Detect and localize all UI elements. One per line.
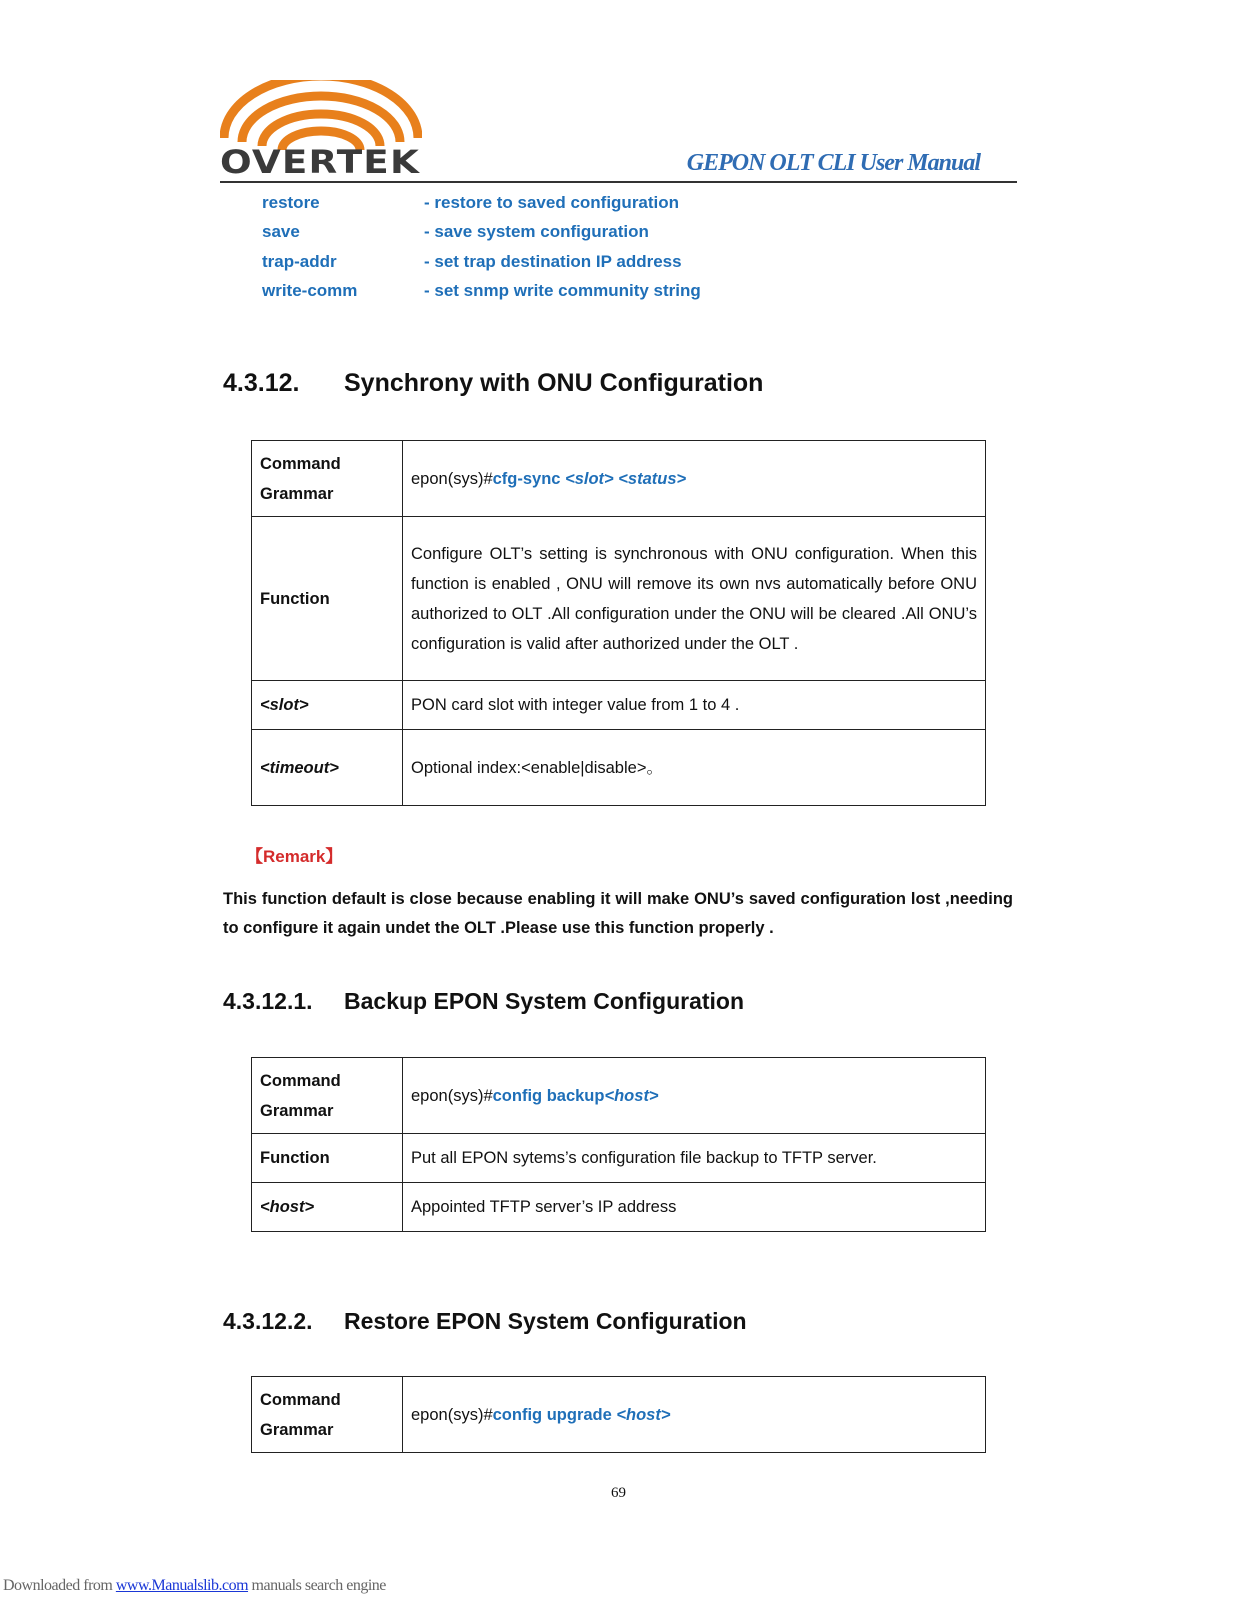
command-name: write-comm <box>262 281 358 301</box>
table-row <box>252 1134 986 1183</box>
grammar-value: epon(sys)#config backup<host> <box>403 1058 986 1134</box>
subsection-heading <box>223 1308 747 1335</box>
table-row <box>252 1183 986 1232</box>
section-number: 4.3.12. <box>223 369 300 397</box>
grammar-label: Command Grammar <box>252 1058 403 1134</box>
command-table-config-upgrade <box>251 1376 986 1453</box>
function-label: Function <box>252 517 403 681</box>
command-desc: - set trap destination IP address <box>424 251 682 271</box>
section-number: 4.3.12.2. <box>223 1308 313 1334</box>
table-row <box>252 1058 986 1134</box>
footer <box>3 1577 386 1595</box>
command-name: trap-addr <box>262 251 337 271</box>
grammar-label: Command Grammar <box>252 441 403 517</box>
remark-label: 【Remark】 <box>246 847 343 866</box>
function-label: Function <box>252 1134 403 1183</box>
section-title: Restore EPON System Configuration <box>344 1308 747 1334</box>
overtek-logo <box>220 80 422 180</box>
section-title: Synchrony with ONU Configuration <box>344 369 764 397</box>
function-text: Put all EPON sytems’s configuration file backup to TFTP server. <box>403 1134 986 1183</box>
command-table-cfg-sync <box>251 440 986 806</box>
grammar-value: epon(sys)#config upgrade <host> <box>403 1377 986 1453</box>
table-row <box>252 1377 986 1453</box>
section-title: Backup EPON System Configuration <box>344 988 745 1014</box>
list-item <box>262 218 701 248</box>
section-heading <box>223 369 763 398</box>
remark-text: This function default is close because enabling it will make ONU’s saved configuration lost ,needing to configure it again undet the OLT .Please use this function properly . <box>223 890 1013 937</box>
document-title: GEPON OLT CLI User Manual <box>686 150 980 176</box>
footer-prefix: Downloaded from <box>3 1577 116 1594</box>
param-text-slot: PON card slot with integer value from 1 to 4 . <box>403 681 986 730</box>
command-desc: - restore to saved configuration <box>424 192 680 212</box>
table-row <box>252 730 986 806</box>
table-row <box>252 517 986 681</box>
param-label-host: <host> <box>252 1183 403 1232</box>
command-table-config-backup <box>251 1057 986 1232</box>
command-name: save <box>262 222 300 242</box>
param-text-host: Appointed TFTP server’s IP address <box>403 1183 986 1232</box>
table-row <box>252 441 986 517</box>
param-label-slot: <slot> <box>252 681 403 730</box>
list-item <box>262 247 701 277</box>
manualslib-link[interactable]: www.Manualslib.com <box>115 1577 249 1594</box>
command-name: restore <box>262 192 320 212</box>
header-rule <box>220 181 1017 183</box>
list-item <box>262 188 701 218</box>
param-label-timeout: <timeout> <box>252 730 403 806</box>
grammar-value: epon(sys)#cfg-sync <slot> <status> <box>403 441 986 517</box>
command-desc: - set snmp write community string <box>424 281 701 301</box>
table-row <box>252 681 986 730</box>
command-desc: - save system configuration <box>424 222 649 242</box>
grammar-label: Command Grammar <box>252 1377 403 1453</box>
param-text-timeout: Optional index:<enable|disable>。 <box>403 730 986 806</box>
list-item <box>262 277 701 307</box>
page-number: 69 <box>611 1485 626 1501</box>
function-text: Configure OLT’s setting is synchronous with ONU configuration. When this function is enabled , ONU will remove its own nvs automatically before ONU authorized to OLT .All configuration under the ONU will be cleared .All ONU’s configuration is valid after authorized under the OLT . <box>403 517 986 681</box>
svg-text:OVERTEK: OVERTEK <box>220 143 421 180</box>
subsection-heading <box>223 988 744 1015</box>
command-list <box>262 188 701 306</box>
section-number: 4.3.12.1. <box>223 988 313 1014</box>
footer-suffix: manuals search engine <box>248 1577 386 1594</box>
